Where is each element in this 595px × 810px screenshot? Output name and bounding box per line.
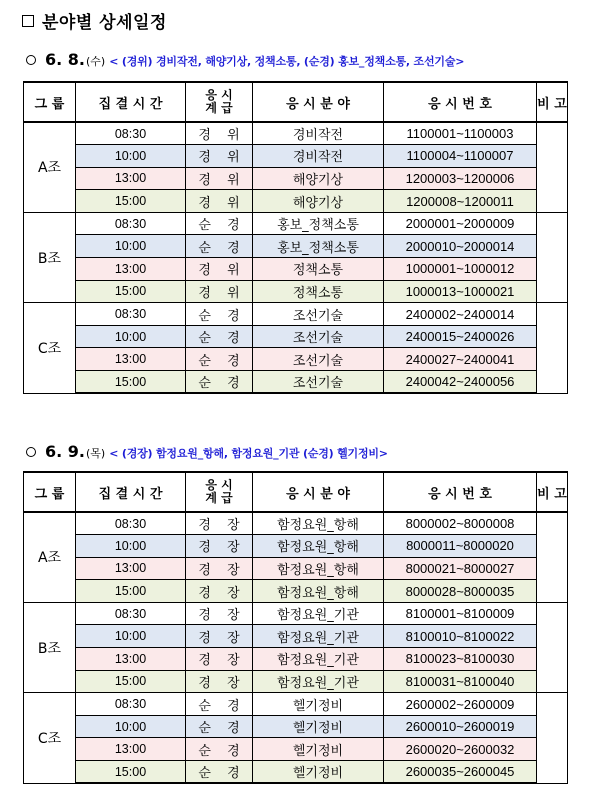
rank-cell: 순 경 xyxy=(186,371,253,394)
section-summary: < (경위) 경비작전, 해양기상, 정책소통, (순경) 홍보_정책소통, 조선기술> xyxy=(109,55,465,68)
assembly-time-cell: 15:00 xyxy=(76,761,186,784)
assembly-time-cell: 10:00 xyxy=(76,235,186,258)
rank-cell: 경 장 xyxy=(186,580,253,603)
exam-field-cell: 함정요원_기관 xyxy=(253,602,384,625)
exam-number-range-cell: 2600020~2600032 xyxy=(384,738,537,761)
exam-field-cell: 헬기정비 xyxy=(253,715,384,738)
table-header-row xyxy=(24,82,568,122)
assembly-time-cell: 13:00 xyxy=(76,648,186,671)
assembly-time-cell: 15:00 xyxy=(76,280,186,303)
page-title xyxy=(22,8,167,33)
note-cell xyxy=(537,212,568,302)
circle-bullet-icon xyxy=(26,55,36,65)
table-row xyxy=(24,693,568,716)
exam-field-cell: 경비작전 xyxy=(253,145,384,168)
group-name-cell: C조 xyxy=(24,303,76,393)
assembly-time-cell: 15:00 xyxy=(76,371,186,394)
group-name-cell: C조 xyxy=(24,693,76,783)
header-note: 비 고 xyxy=(537,472,568,512)
exam-number-range-cell: 2400002~2400014 xyxy=(384,303,537,326)
assembly-time-cell: 08:30 xyxy=(76,303,186,326)
schedule-table-0608 xyxy=(23,81,568,394)
assembly-time-cell: 10:00 xyxy=(76,625,186,648)
exam-field-cell: 함정요원_항해 xyxy=(253,580,384,603)
header-rank xyxy=(186,82,253,122)
header-rank-line2: 계 급 xyxy=(205,491,233,505)
group-name-cell: B조 xyxy=(24,602,76,692)
table-header-row xyxy=(24,472,568,512)
header-field: 응 시 분 야 xyxy=(253,82,384,122)
note-cell xyxy=(537,512,568,602)
assembly-time-cell: 15:00 xyxy=(76,580,186,603)
section-day-of-week: (수) xyxy=(86,55,106,68)
section-heading-0608 xyxy=(26,50,464,69)
exam-number-range-cell: 8000028~8000035 xyxy=(384,580,537,603)
exam-field-cell: 함정요원_기관 xyxy=(253,648,384,671)
exam-field-cell: 헬기정비 xyxy=(253,693,384,716)
exam-number-range-cell: 1100004~1100007 xyxy=(384,145,537,168)
exam-number-range-cell: 2400042~2400056 xyxy=(384,371,537,394)
table-row xyxy=(24,303,568,326)
header-group: 그 룹 xyxy=(24,82,76,122)
rank-cell: 경 장 xyxy=(186,557,253,580)
table-row xyxy=(24,738,568,761)
circle-bullet-icon xyxy=(26,447,36,457)
exam-number-range-cell: 2600002~2600009 xyxy=(384,693,537,716)
exam-field-cell: 경비작전 xyxy=(253,122,384,145)
exam-field-cell: 정책소통 xyxy=(253,258,384,281)
exam-field-cell: 조선기술 xyxy=(253,325,384,348)
rank-cell: 경 장 xyxy=(186,648,253,671)
exam-field-cell: 홍보_정책소통 xyxy=(253,235,384,258)
section-heading-0609 xyxy=(26,442,388,461)
exam-number-range-cell: 2600010~2600019 xyxy=(384,715,537,738)
header-field: 응 시 분 야 xyxy=(253,472,384,512)
group-name-cell: A조 xyxy=(24,122,76,212)
rank-cell: 경 장 xyxy=(186,535,253,558)
exam-number-range-cell: 1200008~1200011 xyxy=(384,190,537,213)
rank-cell: 순 경 xyxy=(186,235,253,258)
table-row xyxy=(24,258,568,281)
exam-number-range-cell: 2400015~2400026 xyxy=(384,325,537,348)
assembly-time-cell: 10:00 xyxy=(76,145,186,168)
header-time: 집 결 시 간 xyxy=(76,472,186,512)
table-row xyxy=(24,122,568,145)
header-number: 응 시 번 호 xyxy=(384,82,537,122)
exam-number-range-cell: 1000013~1000021 xyxy=(384,280,537,303)
assembly-time-cell: 08:30 xyxy=(76,212,186,235)
note-cell xyxy=(537,303,568,393)
exam-field-cell: 헬기정비 xyxy=(253,738,384,761)
header-time: 집 결 시 간 xyxy=(76,82,186,122)
exam-field-cell: 조선기술 xyxy=(253,348,384,371)
assembly-time-cell: 13:00 xyxy=(76,738,186,761)
exam-field-cell: 홍보_정책소통 xyxy=(253,212,384,235)
assembly-time-cell: 08:30 xyxy=(76,693,186,716)
exam-number-range-cell: 2400027~2400041 xyxy=(384,348,537,371)
group-name-cell: B조 xyxy=(24,212,76,302)
rank-cell: 순 경 xyxy=(186,212,253,235)
table-row xyxy=(24,535,568,558)
exam-number-range-cell: 8000002~8000008 xyxy=(384,512,537,535)
rank-cell: 순 경 xyxy=(186,693,253,716)
exam-number-range-cell: 8100010~8100022 xyxy=(384,625,537,648)
exam-field-cell: 함정요원_항해 xyxy=(253,557,384,580)
exam-number-range-cell: 2000010~2000014 xyxy=(384,235,537,258)
rank-cell: 경 위 xyxy=(186,280,253,303)
header-rank xyxy=(186,472,253,512)
section-date: 6. 9. xyxy=(45,442,85,461)
rank-cell: 순 경 xyxy=(186,738,253,761)
exam-field-cell: 해양기상 xyxy=(253,167,384,190)
exam-number-range-cell: 8000011~8000020 xyxy=(384,535,537,558)
rank-cell: 경 장 xyxy=(186,670,253,693)
table-row xyxy=(24,235,568,258)
exam-number-range-cell: 8100023~8100030 xyxy=(384,648,537,671)
rank-cell: 경 위 xyxy=(186,145,253,168)
table-row xyxy=(24,648,568,671)
exam-field-cell: 정책소통 xyxy=(253,280,384,303)
exam-field-cell: 함정요원_항해 xyxy=(253,512,384,535)
assembly-time-cell: 15:00 xyxy=(76,190,186,213)
rank-cell: 경 장 xyxy=(186,625,253,648)
rank-cell: 경 장 xyxy=(186,602,253,625)
rank-cell: 경 위 xyxy=(186,122,253,145)
table-row xyxy=(24,512,568,535)
exam-field-cell: 조선기술 xyxy=(253,303,384,326)
header-rank-line1: 응 시 xyxy=(205,478,233,492)
table-row xyxy=(24,670,568,693)
rank-cell: 순 경 xyxy=(186,348,253,371)
assembly-time-cell: 10:00 xyxy=(76,715,186,738)
header-rank-line2: 계 급 xyxy=(205,101,233,115)
table-row xyxy=(24,371,568,394)
rank-cell: 순 경 xyxy=(186,715,253,738)
assembly-time-cell: 08:30 xyxy=(76,602,186,625)
schedule-table-0609 xyxy=(23,471,568,784)
exam-field-cell: 함정요원_기관 xyxy=(253,670,384,693)
exam-field-cell: 조선기술 xyxy=(253,371,384,394)
exam-field-cell: 함정요원_항해 xyxy=(253,535,384,558)
square-bullet-icon xyxy=(22,15,34,27)
assembly-time-cell: 08:30 xyxy=(76,512,186,535)
rank-cell: 순 경 xyxy=(186,325,253,348)
assembly-time-cell: 13:00 xyxy=(76,348,186,371)
table-row xyxy=(24,602,568,625)
exam-number-range-cell: 8100001~8100009 xyxy=(384,602,537,625)
note-cell xyxy=(537,122,568,212)
table-row xyxy=(24,348,568,371)
header-note: 비 고 xyxy=(537,82,568,122)
exam-number-range-cell: 8100031~8100040 xyxy=(384,670,537,693)
exam-number-range-cell: 1000001~1000012 xyxy=(384,258,537,281)
exam-number-range-cell: 1200003~1200006 xyxy=(384,167,537,190)
table-row xyxy=(24,167,568,190)
exam-number-range-cell: 2000001~2000009 xyxy=(384,212,537,235)
page-title-text: 분야별 상세일정 xyxy=(42,13,167,33)
rank-cell: 순 경 xyxy=(186,761,253,784)
assembly-time-cell: 08:30 xyxy=(76,122,186,145)
table-row xyxy=(24,190,568,213)
rank-cell: 경 장 xyxy=(186,512,253,535)
table-row xyxy=(24,325,568,348)
rank-cell: 경 위 xyxy=(186,190,253,213)
assembly-time-cell: 10:00 xyxy=(76,325,186,348)
assembly-time-cell: 10:00 xyxy=(76,535,186,558)
rank-cell: 경 위 xyxy=(186,167,253,190)
header-number: 응 시 번 호 xyxy=(384,472,537,512)
header-group: 그 룹 xyxy=(24,472,76,512)
exam-field-cell: 함정요원_기관 xyxy=(253,625,384,648)
rank-cell: 경 위 xyxy=(186,258,253,281)
assembly-time-cell: 13:00 xyxy=(76,167,186,190)
table-row xyxy=(24,557,568,580)
header-rank-line1: 응 시 xyxy=(205,88,233,102)
note-cell xyxy=(537,602,568,692)
note-cell xyxy=(537,693,568,783)
rank-cell: 순 경 xyxy=(186,303,253,326)
exam-number-range-cell: 1100001~1100003 xyxy=(384,122,537,145)
table-row xyxy=(24,280,568,303)
table-row xyxy=(24,715,568,738)
table-row xyxy=(24,145,568,168)
table-row xyxy=(24,580,568,603)
exam-field-cell: 해양기상 xyxy=(253,190,384,213)
assembly-time-cell: 13:00 xyxy=(76,557,186,580)
group-name-cell: A조 xyxy=(24,512,76,602)
table-row xyxy=(24,761,568,784)
section-day-of-week: (목) xyxy=(86,447,106,460)
exam-field-cell: 헬기정비 xyxy=(253,761,384,784)
assembly-time-cell: 15:00 xyxy=(76,670,186,693)
table-row xyxy=(24,212,568,235)
exam-number-range-cell: 2600035~2600045 xyxy=(384,761,537,784)
section-summary: < (경장) 함정요원_항해, 함정요원_기관 (순경) 헬기정비> xyxy=(109,447,388,460)
section-date: 6. 8. xyxy=(45,50,85,69)
assembly-time-cell: 13:00 xyxy=(76,258,186,281)
table-row xyxy=(24,625,568,648)
exam-number-range-cell: 8000021~8000027 xyxy=(384,557,537,580)
